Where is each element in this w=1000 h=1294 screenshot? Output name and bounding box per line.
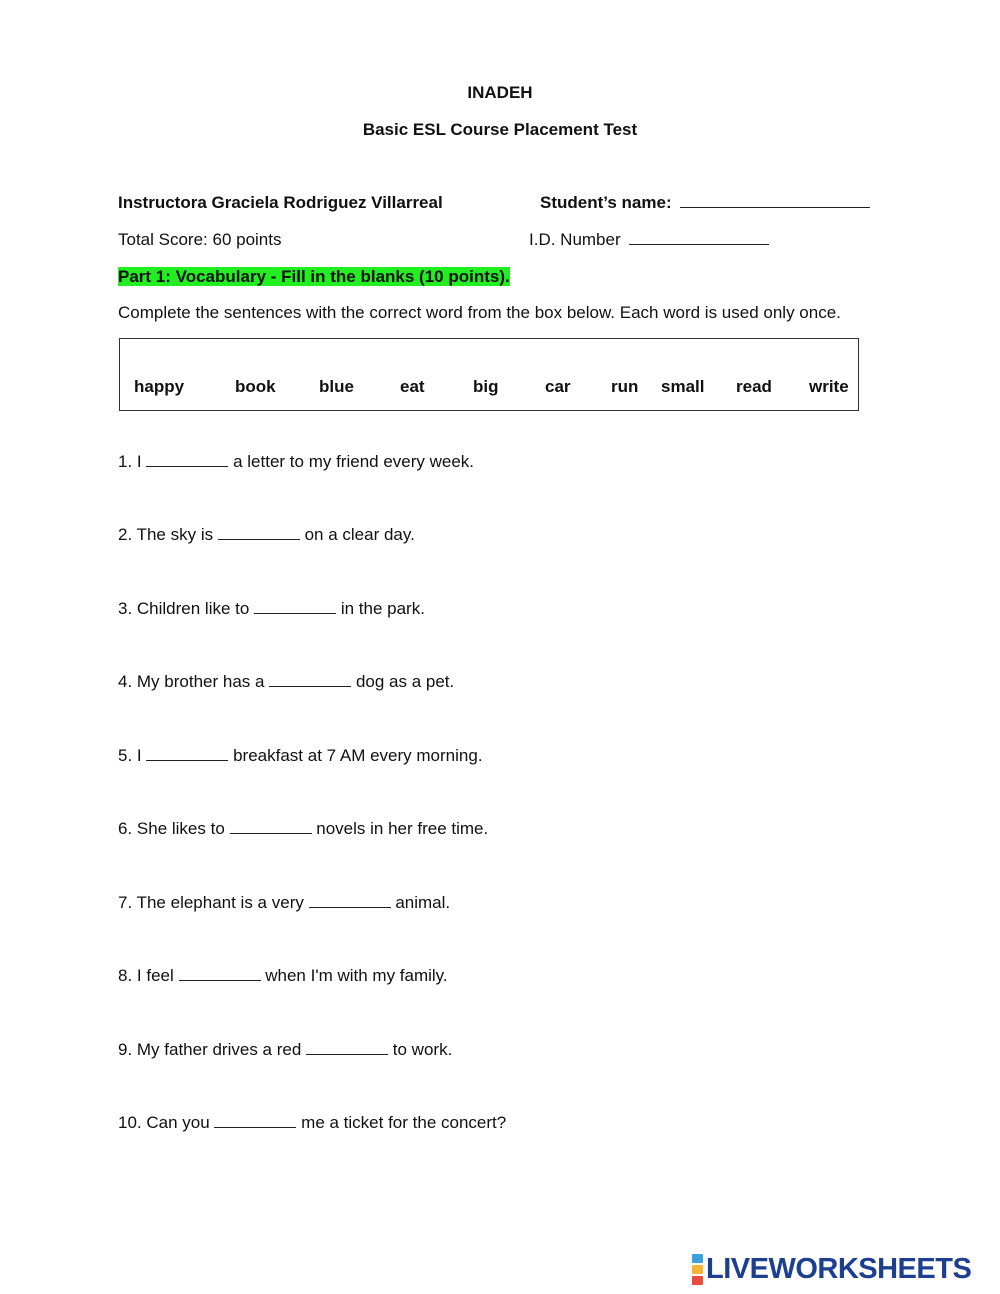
word-bank-item: book	[235, 377, 276, 396]
instructor-name: Instructora Graciela Rodriguez Villarreal	[118, 193, 443, 212]
answer-blank[interactable]	[309, 893, 391, 908]
total-score: Total Score: 60 points	[118, 230, 282, 249]
part1-instructions: Complete the sentences with the correct word from the box below. Each word is used only once.	[118, 303, 841, 322]
answer-blank[interactable]	[269, 672, 351, 687]
question-1	[118, 452, 474, 472]
answer-blank[interactable]	[146, 746, 228, 761]
part1-heading	[118, 267, 510, 287]
question-text-after: novels in her free time.	[316, 819, 489, 838]
question-8	[118, 966, 448, 986]
test-title: Basic ESL Course Placement Test	[362, 120, 638, 139]
word-bank-item: big	[473, 377, 499, 396]
student-name-field	[540, 193, 870, 213]
word-bank-item: blue	[319, 377, 354, 396]
org-title: INADEH	[467, 83, 533, 102]
question-text-after: in the park.	[340, 599, 425, 618]
word-bank-item: car	[545, 377, 571, 396]
question-9	[118, 1040, 452, 1060]
student-name-label: Student’s name:	[540, 193, 672, 212]
question-text-before: 9. My father drives a red	[118, 1040, 302, 1059]
liveworksheets-logo[interactable]	[692, 1254, 971, 1284]
word-bank-item: eat	[400, 377, 425, 396]
question-text-before: 3. Children like to	[118, 599, 250, 618]
question-text-after: a letter to my friend every week.	[233, 452, 475, 471]
answer-blank[interactable]	[146, 452, 228, 467]
answer-blank[interactable]	[214, 1113, 296, 1128]
liveworksheets-logo-icon	[692, 1253, 703, 1286]
question-text-before: 5. I	[118, 746, 142, 765]
question-7	[118, 893, 450, 913]
part1-heading-text: Part 1: Vocabulary - Fill in the blanks (10 points).	[118, 267, 510, 286]
word-bank-item: write	[809, 377, 849, 396]
answer-blank[interactable]	[306, 1040, 388, 1055]
question-text-after: to work.	[392, 1040, 453, 1059]
question-text-after: animal.	[395, 893, 451, 912]
question-text-before: 8. I feel	[118, 966, 174, 985]
question-text-after: when I'm with my family.	[265, 966, 448, 985]
answer-blank[interactable]	[179, 966, 261, 981]
word-bank-item: small	[661, 377, 705, 396]
answer-blank[interactable]	[254, 599, 336, 614]
question-6	[118, 819, 488, 839]
answer-blank[interactable]	[218, 525, 300, 540]
question-2	[118, 525, 415, 545]
question-3	[118, 599, 425, 619]
question-text-before: 10. Can you	[118, 1113, 210, 1132]
question-5	[118, 746, 483, 766]
id-number-blank[interactable]	[629, 230, 769, 245]
logo-text: LIVEWORKSHEETS	[706, 1253, 972, 1285]
question-text-before: 6. She likes to	[118, 819, 225, 838]
answer-blank[interactable]	[230, 819, 312, 834]
word-bank	[119, 338, 859, 411]
question-4	[118, 672, 454, 692]
question-text-after: dog as a pet.	[355, 672, 455, 691]
question-text-before: 1. I	[118, 452, 142, 471]
id-number-field	[529, 230, 769, 250]
question-text-before: 4. My brother has a	[118, 672, 265, 691]
student-name-blank[interactable]	[680, 193, 870, 208]
question-text-after: me a ticket for the concert?	[301, 1113, 507, 1132]
question-text-before: 7. The elephant is a very	[118, 893, 304, 912]
question-text-before: 2. The sky is	[118, 525, 214, 544]
question-10	[118, 1113, 506, 1133]
word-bank-item: happy	[134, 377, 185, 396]
word-bank-item: read	[736, 377, 772, 396]
word-bank-item: run	[611, 377, 639, 396]
question-text-after: on a clear day.	[304, 525, 415, 544]
question-text-after: breakfast at 7 AM every morning.	[233, 746, 483, 765]
id-number-label: I.D. Number	[529, 230, 621, 249]
